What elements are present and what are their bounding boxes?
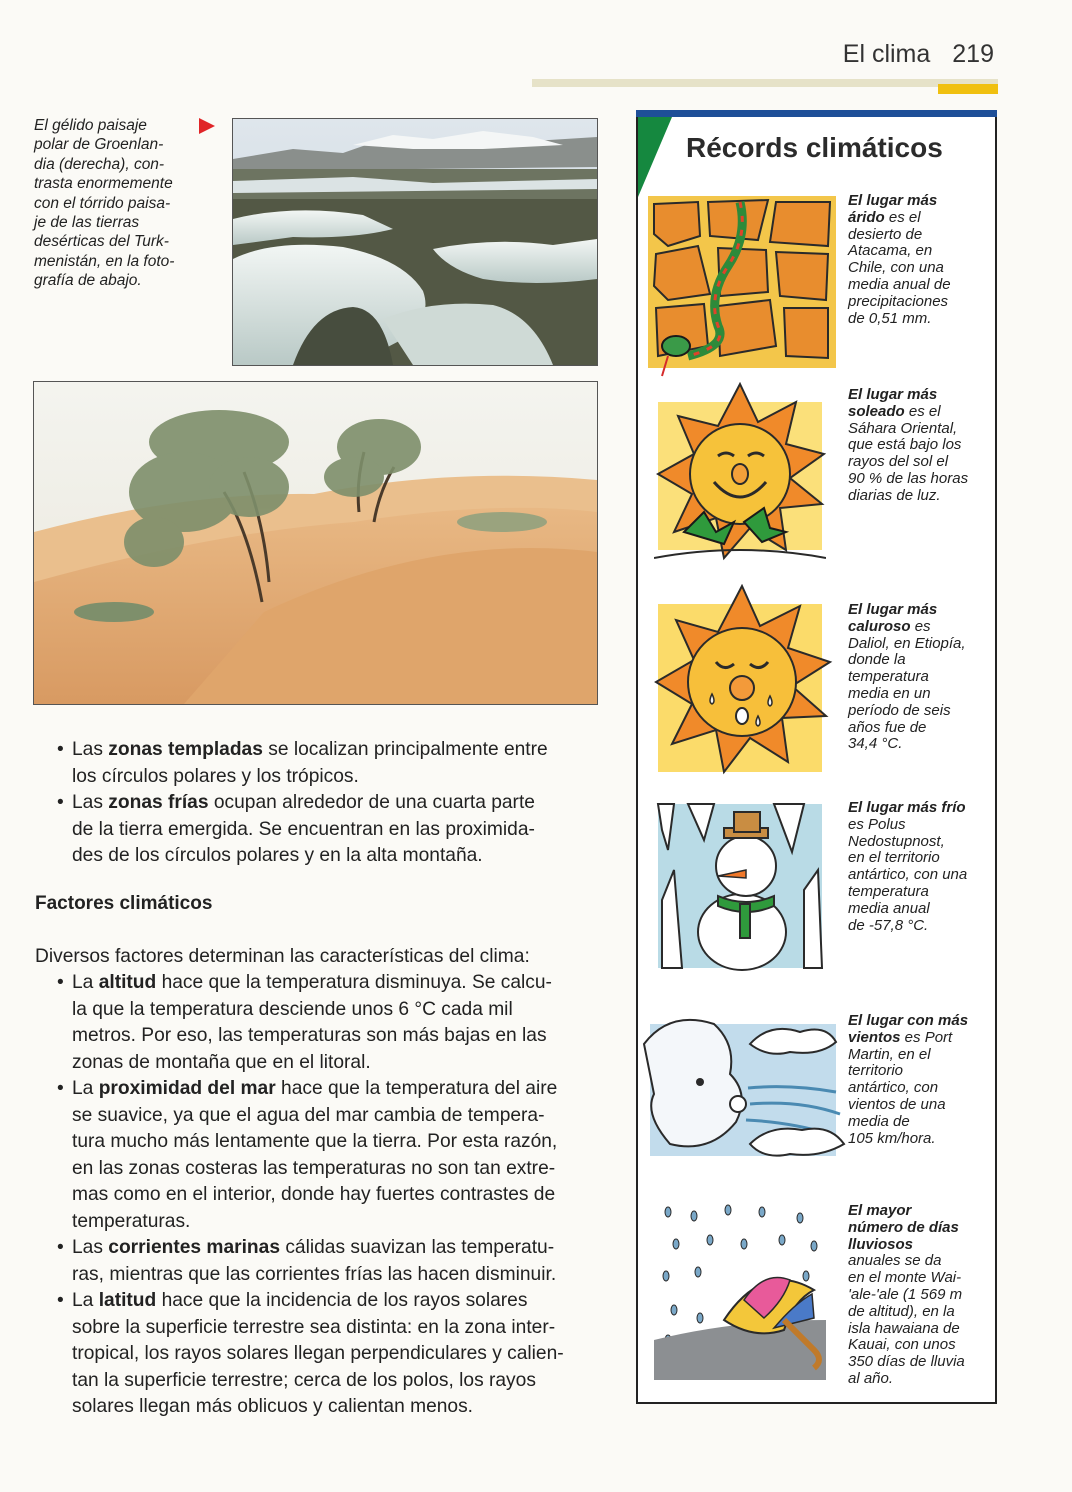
list-item: • La latitud hace que la incidencia de los rayos solares sobre la superficie terrestre sea distinta: en la zona inter- tropical, los rayos solares llegan perpendiculares y calien- tan la superficie terrestre; cerca de los polos, los rayos solares llegan más oblicuos y calientan menos. [57,1290,564,1417]
greenland-ice-photo [232,118,598,366]
record-item: El lugar más árido es el desierto de Atacama, en Chile, con una media anual de precipitaciones de 0,51 mm. [848,192,951,327]
list-item: • La proximidad del mar hace que la temperatura del aire se suavice, ya que el agua del mar cambia de tempera- tura mucho más lentamente que la tierra. Por esta razón, en las zonas costeras las temperaturas no son tan extre- mas como en el interior, donde hay fuertes contrastes de temperaturas. [57,1078,558,1232]
record-item: El lugar más frío es Polus Nedostupnost, en el territorio antártico, con una temperatura media anual de -57,8 °C. [848,799,968,934]
list-item: • La altitud hace que la temperatura disminuya. Se calcu- la que la temperatura desciende unos 6 °C cada mil metros. Por eso, las temperaturas son más bajas en las zonas de montaña que en el litoral. [57,972,552,1073]
section-title: El clima [842,40,931,68]
intro-paragraph: Diversos factores determinan las características del clima: [35,946,530,967]
section-heading: Factores climáticos [35,893,213,914]
header-rule-accent [938,84,998,94]
wind-face-icon [640,1004,848,1172]
page-header [843,40,994,69]
snowman-icon [654,800,826,972]
record-item: El mayor número de días lluviosos anuales se da en el monte Wai- 'ale-'ale (1 569 m de altitud), en la isla hawaiana de Kauai, con unos 350 días de lluvia al año. [848,1202,965,1387]
records-box-topbar [636,110,997,117]
records-title: Récords climáticos [686,132,943,163]
rain-umbrella-icon [654,1200,826,1380]
caption-arrow-icon [199,118,215,134]
record-item: El lugar con más vientos es Port Martin, en el territorio antártico, con vientos de una media de 105 km/hora. [848,1012,969,1147]
smiling-sun-icon [654,382,826,570]
record-item: El lugar más caluroso es Daliol, en Etiopía, donde la temperatura media en un período de seis años fue de 34,4 °C. [848,601,966,753]
turkmenistan-desert-photo [33,381,598,705]
record-item: El lugar más soleado es el Sáhara Oriental, que está bajo los rayos del sol el 90 % de las horas diarias de luz. [848,386,969,504]
list-item: • Las corrientes marinas cálidas suavizan las temperatu- ras, mientras que las corrientes frías las hacen disminuir. [57,1237,557,1285]
page-number: 219 [952,40,994,68]
sweating-sun-icon [650,584,834,776]
list-item: • Las zonas templadas se localizan principalmente entre los círculos polares y los trópicos. [57,739,548,787]
photo-caption: El gélido paisaje polar de Groenlan- dia (derecha), con- trasta enormemente con el tórrido paisa- je de las tierras desérticas del Turk- menistán, en la foto- grafía de abajo. [34,117,175,290]
snake-cracked-earth-icon [648,196,836,382]
list-item: • Las zonas frías ocupan alrededor de una cuarta parte de la tierra emergida. Se encuentran en las proximida- des de los círculos polares y en la alta montaña. [57,792,535,866]
header-rule [532,79,998,87]
records-box-corner [638,117,672,197]
